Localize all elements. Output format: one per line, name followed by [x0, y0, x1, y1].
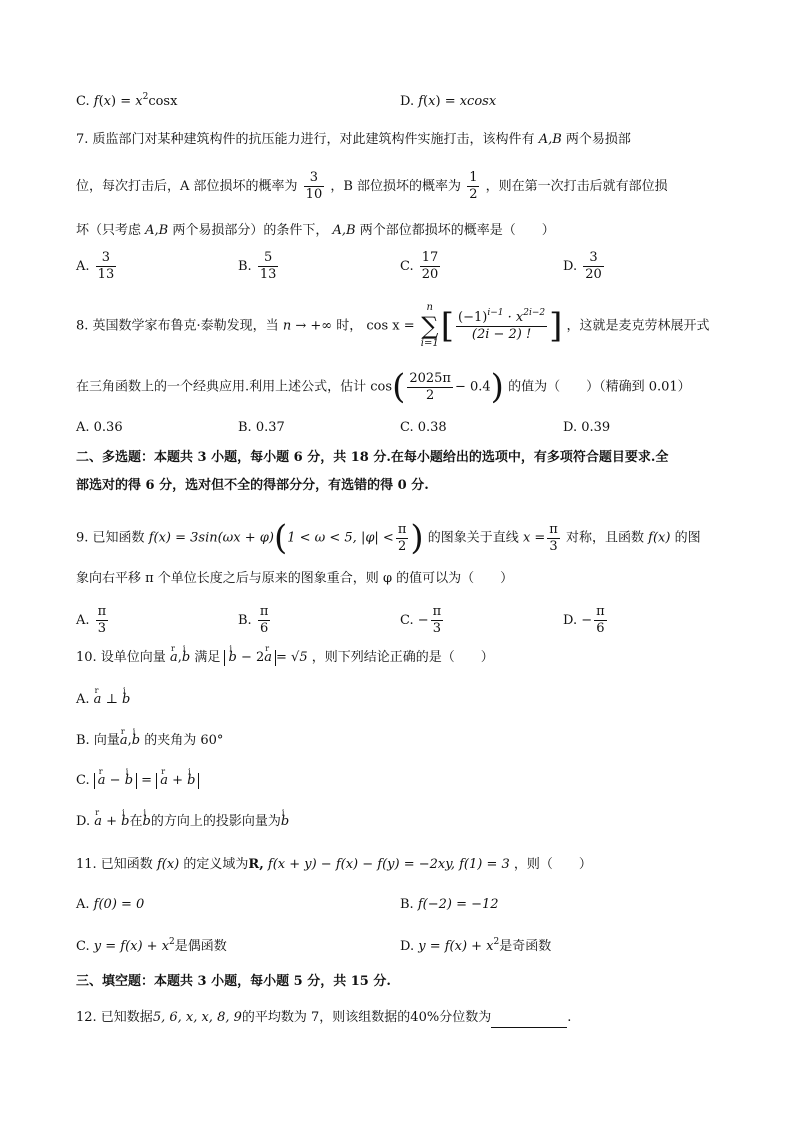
- q11-option-a: A. f(0) = 0: [76, 897, 145, 912]
- q7-line-3: 坏（只考虑 A,B 两个易损部分）的条件下， A,B 两个部位都损坏的概率是（ ）: [76, 223, 555, 238]
- q10-option-b: B. 向量r a,i b 的夹角为 60°: [76, 731, 223, 751]
- q9-line-2: 象向右平移 π 个单位长度之后与原来的图象重合，则 φ 的值可以为（ ）: [76, 571, 514, 586]
- q11-option-d: D. $y = f(x) + x^2$是奇函数: [400, 937, 552, 954]
- q8-option-a: A. 0.36: [76, 420, 123, 435]
- answer-blank[interactable]: [491, 1013, 567, 1028]
- q9-option-d: D. − $\frac{\pi}{6}$: [563, 604, 605, 636]
- q6-option-c: C. $f(x) = x^2\cos x$: [76, 92, 178, 109]
- summation: n ∑ i=1: [420, 302, 439, 349]
- section-2-header-line-2: 部选对的得 6 分，选对但不全的得部分分，有选错的得 0 分.: [76, 478, 429, 493]
- q10-stem: 10. 设单位向量 r a,i b 满足 i b − 2r a = √5 ，则下列结论正确的是（ ）: [76, 648, 494, 668]
- fraction-3-10: $\frac{3}{10}$: [305, 170, 323, 202]
- q11-option-c: C. $y = f(x) + x^2$是偶函数: [76, 937, 227, 954]
- q12-stem: 12. 已知数据5, 6, x, x, 8, 9的平均数为 7，则该组数据的40%分位数为 .: [76, 1008, 571, 1028]
- q9-line-1: 9. 已知函数 f(x) = 3sin(ωx + φ)(1 < ω < 5, |φ| < $\frac{\pi}{2}$ ) 的图象关于直线 x = $\frac{\pi}{3}$ 对称，且函数 f(x) 的图: [76, 518, 701, 558]
- q7-line-2: 位，每次打击后，A 部位损坏的概率为 $\frac{3}{10}$ ，B 部位损坏的概率为 $\frac{1}{2}$ ，则在第一次打击后就有部位损: [76, 170, 668, 202]
- q10-option-a: A. r a ⊥ i b: [76, 690, 130, 710]
- q7-option-c: C. $\frac{17}{20}$: [400, 250, 439, 282]
- q11-stem: 11. 已知函数 f(x) 的定义域为R, f(x + y) − f(x) − f(y) = −2xy, f(1) = 3 ，则（ ）: [76, 857, 592, 872]
- q8-line-1: 8. 英国数学家布鲁克·泰勒发现，当 n → +∞ 时， cos x = n ∑ i=1[ $\frac{(-1)^{i-1} \cdot x^{2i-2}}{(2i - 2) !}$ ] ，这就是麦克劳林展开式: [76, 302, 710, 349]
- q7-option-b: B. $\frac{5}{13}$: [238, 250, 277, 282]
- q9-option-b: B. $\frac{\pi}{6}$: [238, 604, 269, 636]
- fraction-1-2: $\frac{1}{2}$: [469, 170, 478, 202]
- q8-option-c: C. 0.38: [400, 420, 447, 435]
- fraction-2025pi-2: $\frac{2025\pi}{2}$: [409, 370, 451, 403]
- q7-option-d: D. $\frac{3}{20}$: [563, 250, 602, 282]
- section-2-header-line-1: 二、多选题：本题共 3 小题，每小题 6 分，共 18 分.在每小题给出的选项中，有多项符合题目要求.全: [76, 450, 669, 465]
- q8-option-b: B. 0.37: [238, 420, 285, 435]
- q10-option-d: D. r a + i b在i b的方向上的投影向量为i b: [76, 812, 289, 832]
- q8-line-2: 在三角函数上的一个经典应用.利用上述公式，估计 cos( $\frac{2025\pi}{2}$ − 0.4) 的值为（ ）（精确到 0.01）: [76, 367, 691, 407]
- q9-option-c: C. − $\frac{\pi}{3}$: [400, 604, 442, 636]
- q6-option-d: D. f(x) = xcosx: [400, 94, 497, 109]
- q11-option-b: B. f(−2) = −12: [400, 897, 499, 912]
- q10-option-c: C. r a − i b = r a + i b: [76, 771, 199, 791]
- q7-option-a: A. $\frac{3}{13}$: [76, 250, 115, 282]
- taylor-term: $\frac{(-1)^{i-1} \cdot x^{2i-2}}{(2i - 2) !}$: [458, 307, 546, 342]
- section-3-header: 三、填空题：本题共 3 小题，每小题 5 分，共 15 分.: [76, 974, 391, 989]
- q8-option-d: D. 0.39: [563, 420, 611, 435]
- q7-line-1: 7. 质监部门对某种建筑构件的抗压能力进行，对此建筑构件实施打击，该构件有 A,B 两个易损部: [76, 132, 631, 147]
- q9-option-a: A. $\frac{\pi}{3}$: [76, 604, 107, 636]
